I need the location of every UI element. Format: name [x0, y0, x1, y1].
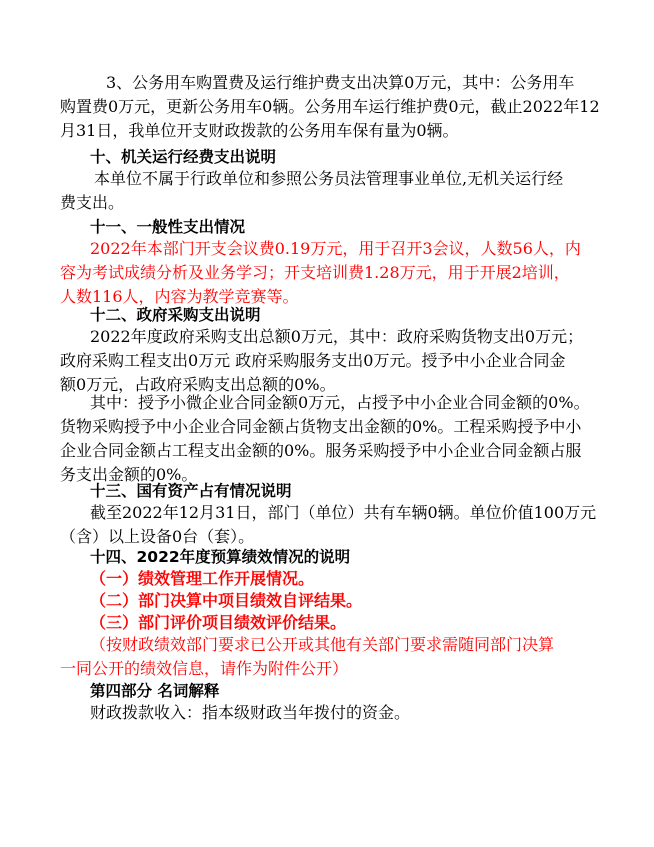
text-line: 务支出金额的0%。 — [60, 465, 198, 484]
section-heading-general-expense: 十一、一般性支出情况 — [90, 218, 246, 236]
section-heading-glossary: 第四部分 名词解释 — [90, 682, 220, 700]
section-heading-procurement: 十二、政府采购支出说明 — [90, 306, 261, 324]
text-line: 人数116人，内容为教学竞赛等。 — [60, 287, 299, 306]
assets-paragraph — [60, 502, 608, 548]
text-line: （含）以上设备0台（套）。 — [60, 527, 255, 546]
performance-note — [60, 634, 608, 680]
text-line: 容为考试成绩分析及业务学习；开支培训费1.28万元，用于开展2培训， — [60, 263, 570, 282]
section-heading-agency-operation: 十、机关运行经费支出说明 — [90, 148, 277, 166]
section-heading-assets: 十三、国有资产占有情况说明 — [90, 482, 292, 500]
text-line: 2022年本部门开支会议费0.19万元，用于召开3会议，人数56人，内 — [90, 239, 581, 258]
agency-operation-paragraph — [60, 168, 608, 214]
text-line: 费支出。 — [60, 193, 125, 212]
text-line: （按财政绩效部门要求已公开或其他有关部门要求需随同部门决算 — [90, 635, 555, 654]
performance-item-3: （三）部门评价项目绩效评价结果。 — [90, 613, 347, 632]
text-line: 货物采购授予中小企业合同金额占货物支出金额的0%。工程采购授予中小 — [60, 417, 582, 436]
text-line: 月31日，我单位开支财政拨款的公务用车保有量为0辆。 — [60, 121, 459, 140]
text-line: 3、公务用车购置费及运行维护费支出决算0万元，其中：公务用车 — [106, 73, 575, 92]
text-line: 企业合同金额占工程支出金额的0%。服务采购授予中小企业合同金额占服 — [60, 441, 582, 460]
procurement-paragraph-2 — [60, 392, 608, 486]
text-line: 额0万元，占政府采购支出总额的0%。 — [60, 375, 336, 394]
glossary-paragraph — [60, 702, 638, 724]
text-line: 截至2022年12月31日，部门（单位）共有车辆0辆。单位价值100万元 — [90, 503, 597, 522]
section-heading-performance: 十四、2022年度预算绩效情况的说明 — [90, 548, 351, 566]
text-line: 购置费0万元，更新公务用车0辆。公务用车运行维护费0元，截止2022年12 — [60, 97, 600, 116]
text-line: 政府采购工程支出0万元 政府采购服务支出0万元。授予中小企业合同金 — [60, 351, 566, 370]
procurement-paragraph-1 — [60, 326, 608, 396]
text-line: 其中：授予小微企业合同金额0万元，占授予中小企业合同金额的0%。 — [90, 393, 590, 412]
performance-item-1: （一）绩效管理工作开展情况。 — [90, 569, 315, 588]
text-line: 一同公开的绩效信息，请作为附件公开） — [60, 659, 349, 678]
performance-item-2: （二）部门决算中项目绩效自评结果。 — [90, 591, 363, 610]
text-line: 财政拨款收入：指本级财政当年拨付的资金。 — [90, 703, 411, 722]
text-line: 本单位不属于行政单位和参照公务员法管理事业单位,无机关运行经 — [94, 169, 564, 188]
general-expense-paragraph — [60, 238, 608, 308]
vehicle-expense-paragraph — [60, 72, 608, 142]
text-line: 2022年度政府采购支出总额0万元，其中：政府采购货物支出0万元； — [90, 327, 584, 346]
